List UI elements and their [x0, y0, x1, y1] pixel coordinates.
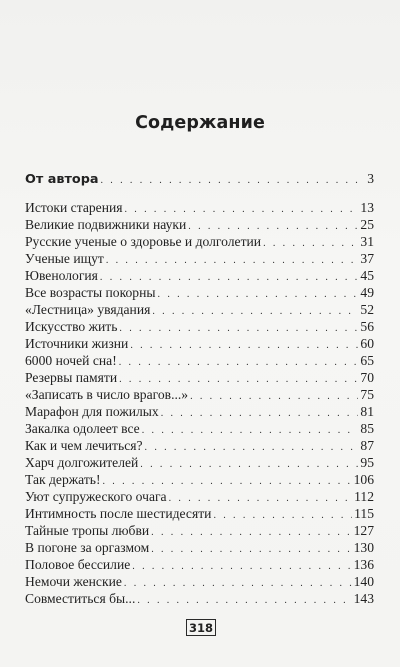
toc-entry-title: Ученые ищут	[25, 251, 104, 266]
toc-entry-page: 60	[360, 336, 374, 351]
toc-entry-title: «Записать в число врагов...»	[25, 387, 189, 402]
toc-entry-title: Так держать!	[25, 472, 101, 487]
toc-entry	[25, 437, 374, 454]
toc-entry-title: Совместиться бы...	[25, 591, 136, 606]
toc-entry-title: Марафон для пожилых	[25, 404, 159, 419]
toc-entry	[25, 556, 374, 573]
toc-entry-title: От автора	[25, 172, 99, 187]
toc-entry-page: 87	[360, 438, 374, 453]
toc-entry-title: Как и чем лечиться?	[25, 438, 143, 453]
toc-entry-title: «Лестница» увядания	[25, 302, 151, 317]
toc-entry-title: Интимность после шестидесяти	[25, 506, 212, 521]
toc-entry-title: Источники жизни	[25, 336, 129, 351]
toc-entry-page: 31	[360, 234, 374, 249]
dot-leader	[137, 592, 351, 609]
dot-leader	[101, 172, 366, 189]
toc-entry-page: 143	[353, 591, 374, 606]
toc-entry-title: Закалка одолеет все	[25, 421, 140, 436]
toc-entry-title: Искусство жить	[25, 319, 118, 334]
toc-entry-title: Ювенология	[25, 268, 98, 283]
toc-entry	[25, 522, 374, 539]
toc-entry	[25, 284, 374, 301]
toc-entry-page: 95	[360, 455, 374, 470]
toc-entry	[25, 369, 374, 386]
toc-entry-title: Истоки старения	[25, 200, 123, 215]
toc-entry-page: 75	[360, 387, 374, 402]
toc-entry	[25, 505, 374, 522]
toc-entry	[25, 573, 374, 590]
toc-entry	[25, 233, 374, 250]
toc-entry-page: 25	[360, 217, 374, 232]
toc-entry-page: 56	[360, 319, 374, 334]
toc-entry-page: 70	[360, 370, 374, 385]
toc-entry-page: 127	[353, 523, 374, 538]
toc-entry-page: 49	[360, 285, 374, 300]
toc-entry-title: Великие подвижники науки	[25, 217, 187, 232]
page-heading: Содержание	[135, 113, 265, 133]
toc-entry	[25, 301, 374, 318]
toc-entry-page: 52	[360, 302, 374, 317]
toc-entry-title: В погоне за оргазмом	[25, 540, 150, 555]
toc-entry	[25, 454, 374, 471]
toc-entry	[25, 590, 374, 607]
toc-entry-page: 65	[360, 353, 374, 368]
toc-entry-title: Русские ученые о здоровье и долголетии	[25, 234, 262, 249]
toc-entry-page: 140	[353, 574, 374, 589]
toc-entry	[25, 335, 374, 352]
toc-entry-page: 45	[360, 268, 374, 283]
toc-entry-title: Уют супружеского очага	[25, 489, 167, 504]
toc-entry	[25, 403, 374, 420]
toc-entry-title: Все возрасты покорны	[25, 285, 156, 300]
toc-entry	[25, 199, 374, 216]
toc-entry	[25, 267, 374, 284]
toc-entry	[25, 488, 374, 505]
toc-entry	[25, 420, 374, 437]
toc-entry-page: 136	[353, 557, 374, 572]
toc-entry-page: 13	[360, 200, 374, 215]
toc-entry-page: 37	[360, 251, 374, 266]
toc-entry-page: 106	[353, 472, 374, 487]
toc-entry	[25, 170, 374, 187]
toc-entry	[25, 352, 374, 369]
toc-entry-page: 130	[353, 540, 374, 555]
toc-entry-title: Резервы памяти	[25, 370, 118, 385]
toc-entry	[25, 318, 374, 335]
toc-entry-page: 112	[354, 489, 374, 504]
toc-entry-page: 81	[360, 404, 374, 419]
toc-entry-title: Немочи женские	[25, 574, 122, 589]
toc-entry-title: Тайные тропы любви	[25, 523, 150, 538]
toc-entry-title: 6000 ночей сна!	[25, 353, 117, 368]
toc-entry-title: Половое бессилие	[25, 557, 131, 572]
toc-entry-page: 85	[360, 421, 374, 436]
toc-entry	[25, 216, 374, 233]
toc-entry	[25, 539, 374, 556]
toc-entry	[25, 471, 374, 488]
toc-entry	[25, 250, 374, 267]
toc-entry-page: 115	[354, 506, 374, 521]
toc-entry-page: 3	[367, 171, 374, 186]
page-number-box: 318	[186, 619, 216, 636]
toc-entry-title: Харч долгожителей	[25, 455, 139, 470]
toc-entry	[25, 386, 374, 403]
